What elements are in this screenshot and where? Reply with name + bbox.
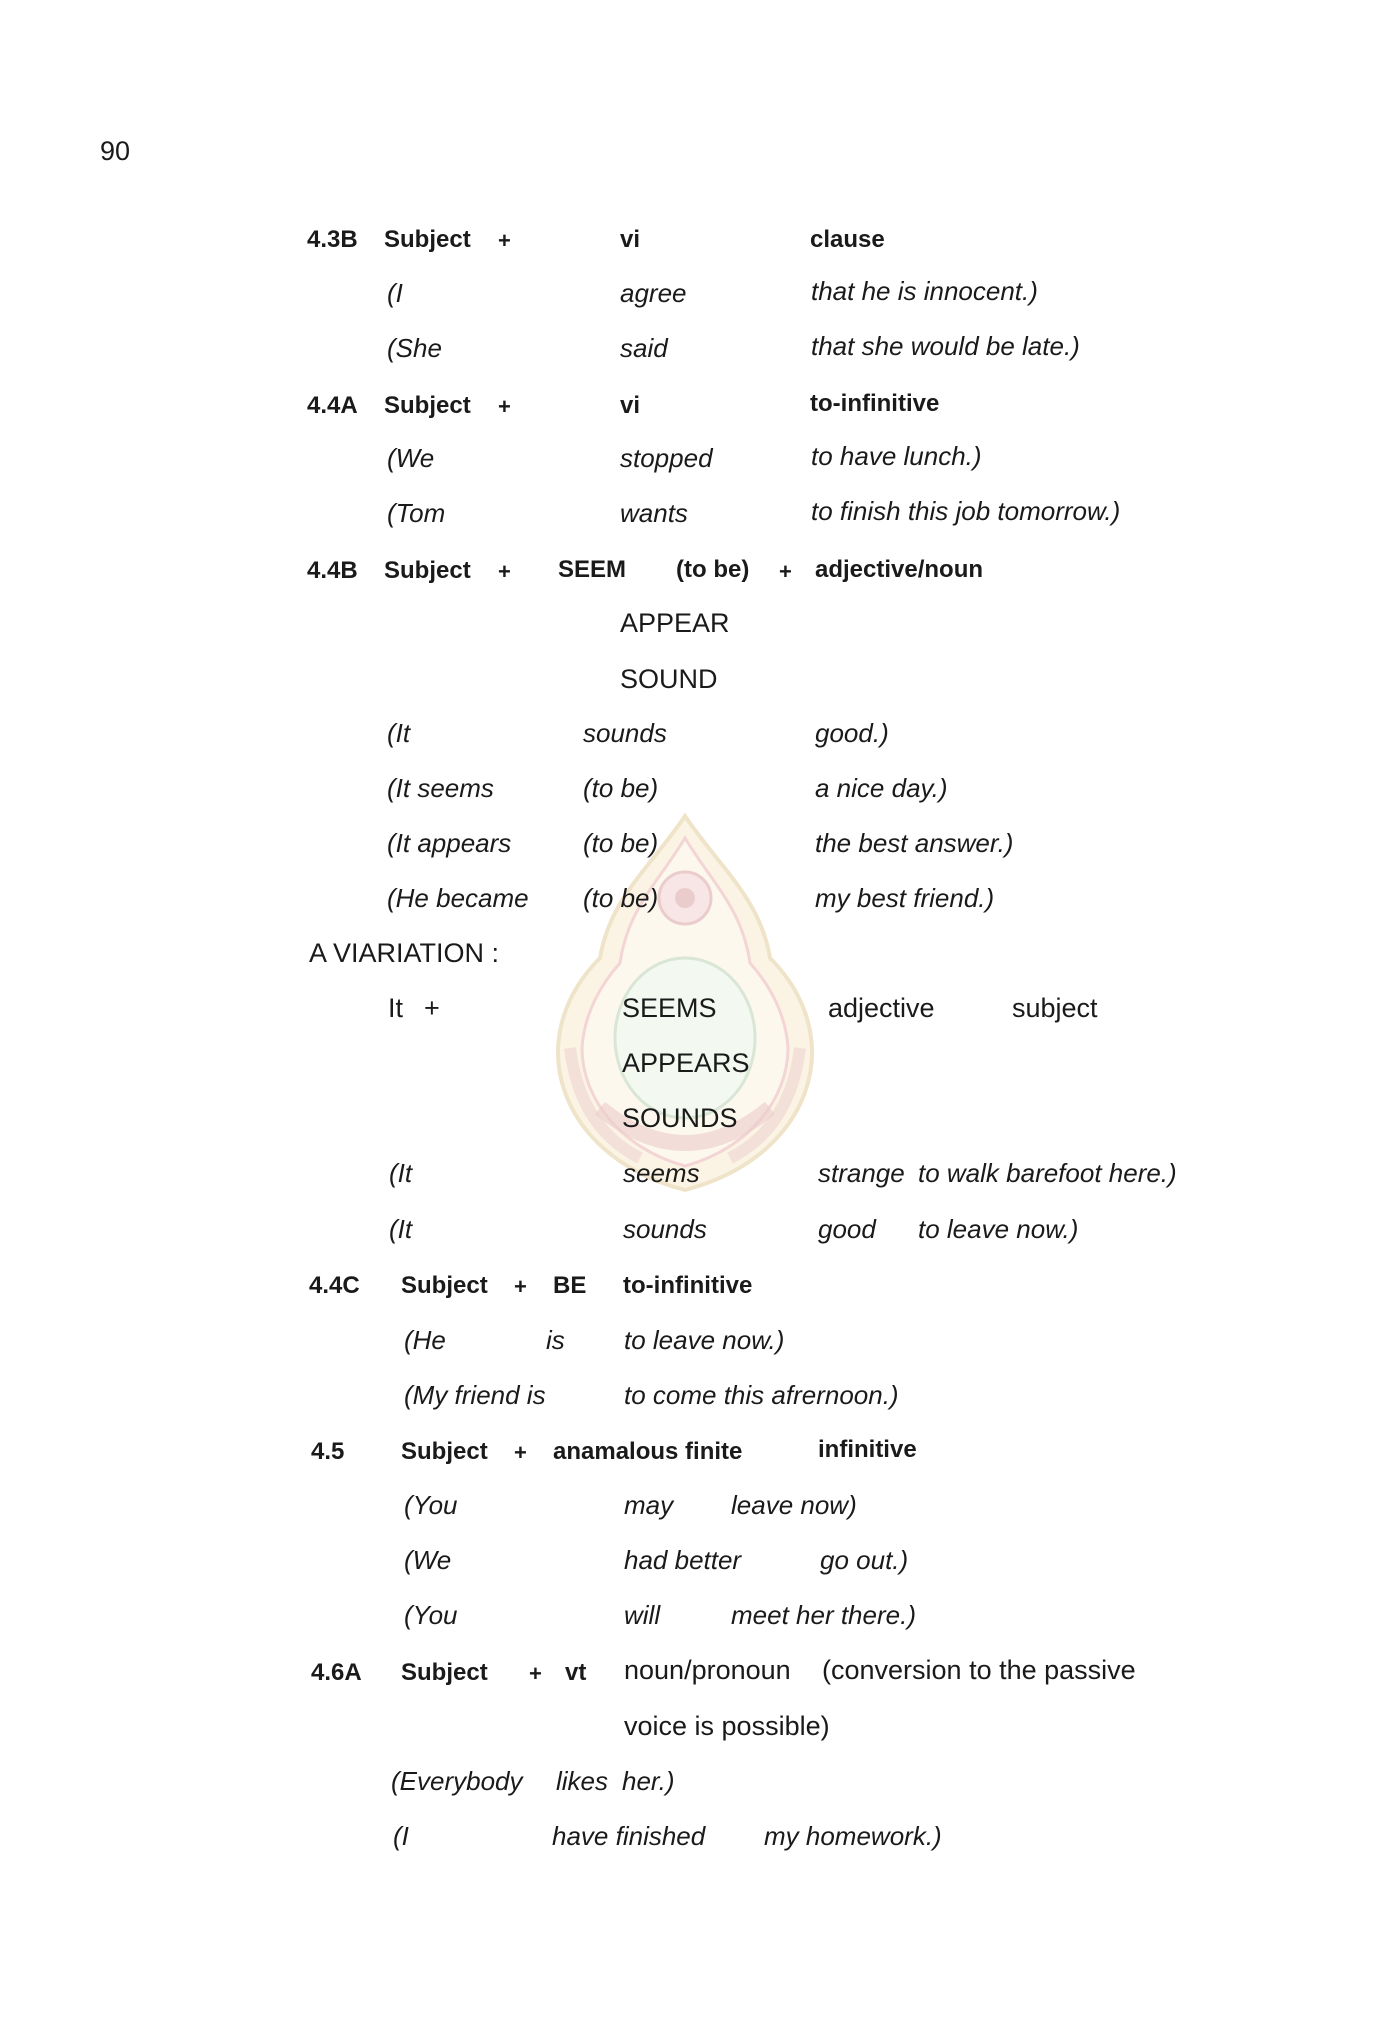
appears-label: APPEARS [622, 1048, 750, 1078]
example-subject: (I [387, 278, 403, 308]
adjective-noun-label: adjective/noun [815, 556, 984, 583]
plus-sign: + [514, 1274, 527, 1299]
subject-label: Subject [401, 1438, 488, 1465]
example-subject: (She [387, 333, 442, 363]
example-complement: good.) [815, 718, 889, 748]
seems-label: SEEMS [622, 993, 717, 1023]
subject-label: Subject [401, 1272, 488, 1299]
example-complement: to walk barefoot here.) [918, 1158, 1177, 1188]
example-complement: go out.) [820, 1545, 909, 1575]
clause-label: clause [810, 226, 885, 253]
section-code-4-4a: 4.4A [307, 392, 358, 419]
plus-sign: + [514, 1440, 527, 1465]
example-complement: my best friend.) [815, 883, 995, 913]
example-subject: (It [389, 1158, 413, 1188]
section-code-4-5: 4.5 [311, 1438, 345, 1465]
example-complement: the best answer.) [815, 828, 1014, 858]
example-complement: that he is innocent.) [811, 276, 1038, 306]
example-complement: that she would be late.) [811, 331, 1080, 361]
example-verb: will [624, 1600, 661, 1630]
subject-label: Subject [384, 392, 471, 419]
plus-sign: + [529, 1661, 542, 1686]
section-code-4-6a: 4.6A [311, 1659, 362, 1686]
example-verb: likes [556, 1766, 609, 1796]
be-label: BE [553, 1272, 587, 1299]
example-subject: (It appears [387, 828, 512, 858]
plus-sign: + [424, 993, 440, 1023]
example-subject: (I [393, 1821, 409, 1851]
example-verb: wants [620, 498, 688, 528]
example-complement: to leave now.) [918, 1214, 1079, 1244]
sounds-label: SOUNDS [622, 1103, 738, 1133]
example-verb: may [624, 1490, 674, 1520]
example-subject: (Tom [387, 498, 446, 528]
example-subject: (He [404, 1325, 446, 1355]
example-complement: to leave now.) [624, 1325, 785, 1355]
example-subject: (It seems [387, 773, 494, 803]
example-verb: have finished [552, 1821, 706, 1851]
subject-label: Subject [401, 1659, 488, 1686]
passive-note: (conversion to the passive [822, 1655, 1136, 1685]
example-subject: (We [404, 1545, 452, 1575]
page-number: 90 [100, 136, 131, 166]
plus-sign: + [779, 559, 792, 584]
example-verb: seems [623, 1158, 700, 1188]
example-subject: (It [389, 1214, 413, 1244]
example-verb: sounds [583, 718, 667, 748]
example-complement: my homework.) [764, 1821, 942, 1851]
noun-pronoun-label: noun/pronoun [624, 1655, 791, 1685]
plus-sign: + [498, 394, 511, 419]
to-be-label: (to be) [676, 556, 750, 583]
example-subject: (Everybody [391, 1766, 523, 1796]
passive-note-continued: voice is possible) [624, 1711, 830, 1741]
adjective-label: adjective [828, 993, 935, 1023]
anamalous-finite-label: anamalous finite [553, 1438, 743, 1465]
appear-label: APPEAR [620, 608, 730, 638]
example-subject: (You [404, 1600, 458, 1630]
example-adjective: good [818, 1214, 876, 1244]
example-subject: (We [387, 443, 435, 473]
example-verb: said [620, 333, 668, 363]
example-subject: (It [387, 718, 411, 748]
to-infinitive-label: to-infinitive [623, 1272, 753, 1299]
subject-word-label: subject [1012, 993, 1098, 1023]
example-verb: is [546, 1325, 565, 1355]
seem-label: SEEM [558, 556, 627, 583]
plus-sign: + [498, 228, 511, 253]
vi-label: vi [620, 226, 641, 253]
example-verb: (to be) [583, 883, 659, 913]
example-complement: to finish this job tomorrow.) [811, 496, 1121, 526]
section-code-4-3b: 4.3B [307, 226, 358, 253]
subject-label: Subject [384, 557, 471, 584]
infinitive-label: infinitive [818, 1436, 917, 1463]
example-verb: agree [620, 278, 687, 308]
example-adjective: strange [818, 1158, 905, 1188]
vi-label: vi [620, 392, 641, 419]
example-verb: sounds [623, 1214, 707, 1244]
subject-label: Subject [384, 226, 471, 253]
it-label: It [388, 993, 404, 1023]
example-complement: a nice day.) [815, 773, 948, 803]
example-complement: her.) [622, 1766, 675, 1796]
example-verb: stopped [620, 443, 713, 473]
to-infinitive-label: to-infinitive [810, 390, 940, 417]
section-code-4-4b: 4.4B [307, 557, 358, 584]
sound-label: SOUND [620, 664, 718, 694]
plus-sign: + [498, 559, 511, 584]
example-subject: (You [404, 1490, 458, 1520]
example-complement: to come this afrernoon.) [624, 1380, 899, 1410]
example-verb: (to be) [583, 828, 659, 858]
example-subject: (He became [387, 883, 529, 913]
variation-heading: A VIARIATION : [309, 938, 500, 968]
example-verb: had better [624, 1545, 742, 1575]
example-complement: meet her there.) [731, 1600, 916, 1630]
section-code-4-4c: 4.4C [309, 1272, 360, 1299]
vt-label: vt [565, 1659, 587, 1686]
example-verb: (to be) [583, 773, 659, 803]
example-subject: (My friend is [404, 1380, 546, 1410]
example-complement: leave now) [731, 1490, 857, 1520]
example-complement: to have lunch.) [811, 441, 982, 471]
